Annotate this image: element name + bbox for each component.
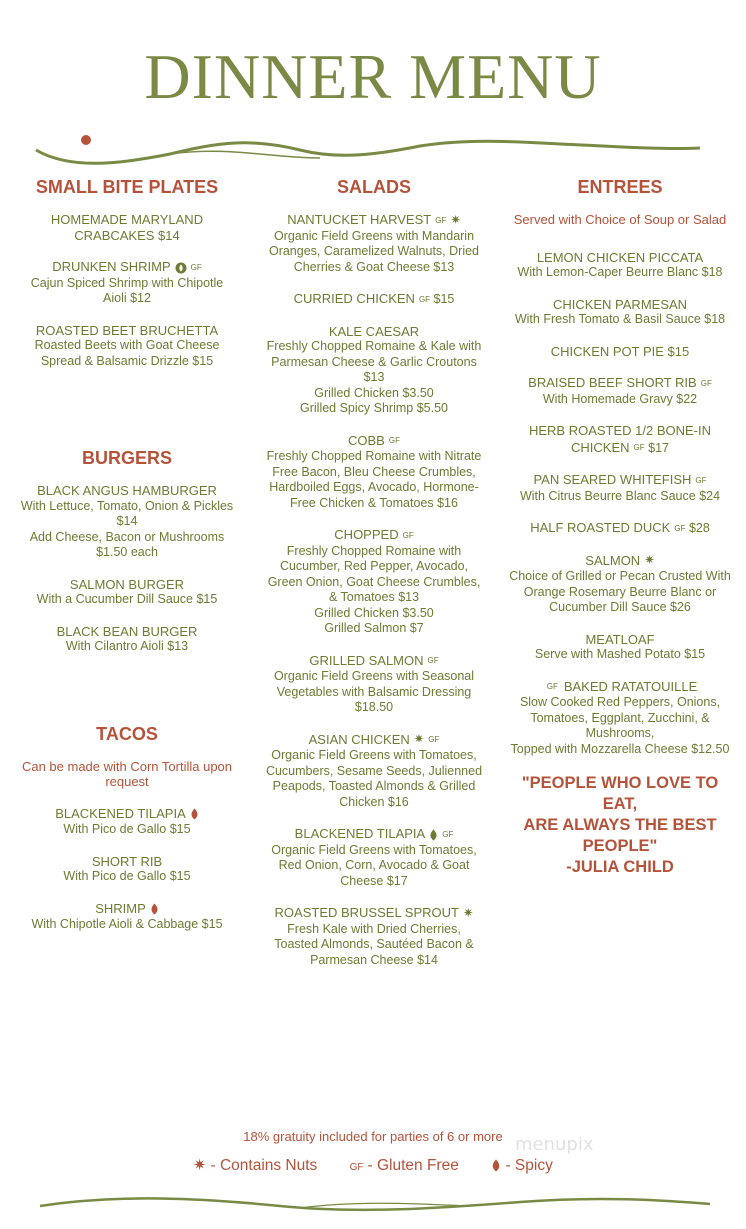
tacos-heading: TACOS: [96, 723, 158, 744]
item-name: NANTUCKET HARVEST: [287, 212, 432, 227]
gluten-free-badge: GF: [402, 530, 414, 540]
menu-item: [18, 854, 236, 885]
item-name: SALMON: [585, 552, 641, 568]
menu-item: [18, 901, 236, 933]
gluten-free-badge: GF: [674, 523, 686, 533]
legend-spicy: [491, 1157, 553, 1174]
menu-item: [508, 679, 732, 758]
item-name: BRAISED BEEF SHORT RIB: [528, 375, 697, 390]
nut-icon: ✷: [193, 1157, 207, 1174]
item-desc: Freshly Chopped Romaine with Nitrate Free Bacon, Bleu Cheese Crumbles, Hardboiled Eggs, Avocado, Hormone-Free Chicken & Tomatoes $16: [266, 449, 482, 510]
bottom-swoosh-decoration: [0, 1190, 746, 1220]
gluten-free-badge: GF: [349, 1162, 364, 1173]
item-name: HERB ROASTED 1/2 BONE-IN CHICKEN: [528, 423, 712, 455]
quote-line: ARE ALWAYS THE BEST PEOPLE": [523, 816, 717, 855]
gluten-free-badge: GF: [427, 656, 439, 666]
gluten-free-badge: GF: [695, 475, 707, 485]
item-desc: With Fresh Tomato & Basil Sauce $18: [514, 312, 726, 326]
item-desc: With Chipotle Aioli & Cabbage $15: [31, 917, 223, 931]
gluten-free-badge: GF: [633, 443, 645, 453]
item-name: GRILLED SALMON: [309, 652, 424, 668]
item-desc: With a Cucumber Dill Sauce $15: [36, 592, 218, 606]
item-extra: Grilled Salmon $7: [324, 621, 424, 635]
middle-column: [264, 176, 484, 984]
salads-heading: SALADS: [336, 177, 411, 197]
legend-gluten-free: [350, 1157, 459, 1174]
item-desc: Organic Field Greens with Tomatoes, Cucumbers, Sesame Seeds, Julienned Peapods, Toasted Almonds & Grilled Chicken $16: [265, 748, 483, 809]
small-bites-heading: SMALL BITE PLATES: [35, 177, 219, 197]
item-desc: With Cilantro Aioli $13: [65, 639, 189, 653]
menu-item: [18, 624, 236, 655]
item-desc: Organic Field Greens with Seasonal Vegetables with Balsamic Dressing $18.50: [273, 669, 475, 714]
watermark: menupix: [515, 1134, 594, 1155]
item-desc: Slow Cooked Red Peppers, Onions, Tomatoes, Eggplant, Zucchini, & Mushrooms,: [519, 695, 721, 740]
menu-item: [18, 577, 236, 608]
menu-item: [508, 297, 732, 328]
item-desc: With Pico de Gallo $15: [63, 869, 191, 883]
menu-item: [18, 212, 236, 243]
item-name: BAKED RATATOUILLE: [563, 678, 698, 694]
menu-item: [264, 433, 484, 512]
item-desc: With Pico de Gallo $15: [63, 822, 191, 836]
nut-icon: ✷: [413, 732, 425, 747]
item-desc: With Lemon-Caper Beurre Blanc $18: [517, 265, 723, 279]
tacos-note: Can be made with Corn Tortilla upon request: [21, 758, 233, 789]
menu-item: [18, 259, 236, 307]
red-dot-decoration: [81, 135, 91, 145]
item-name: KALE CAESAR: [328, 323, 420, 339]
item-price: $15: [433, 292, 455, 306]
menu-item: [18, 806, 236, 838]
nut-icon: ✷: [462, 905, 474, 920]
page-title: DINNER MENU: [144, 41, 602, 112]
item-desc: CRABCAKES $14: [74, 227, 180, 243]
nut-icon: ✷: [450, 212, 461, 227]
spicy-icon: [150, 903, 159, 915]
item-name: PAN SEARED WHITEFISH: [533, 472, 692, 487]
menu-item: [508, 375, 732, 407]
gluten-free-badge: GF: [435, 215, 447, 225]
item-desc: Cajun Spiced Shrimp with Chipotle Aioli $12: [30, 275, 224, 305]
item-extra: Grilled Chicken $3.50: [314, 385, 434, 400]
item-name: CHICKEN PARMESAN: [552, 296, 688, 312]
item-desc: Roasted Beets with Goat Cheese Spread & Balsamic Drizzle $15: [34, 338, 220, 368]
legend-nuts: [193, 1157, 317, 1174]
item-name: ASIAN CHICKEN: [308, 731, 410, 747]
item-name: HOMEMADE MARYLAND: [50, 212, 204, 227]
item-name: LEMON CHICKEN PICCATA: [536, 249, 704, 265]
menu-item: [264, 212, 484, 275]
item-name: HALF ROASTED DUCK: [530, 520, 671, 535]
item-name: BLACKENED TILAPIA: [294, 826, 426, 841]
menu-item: [264, 826, 484, 889]
menu-item: [264, 291, 484, 308]
quote-line: "PEOPLE WHO LOVE TO EAT,: [521, 774, 719, 813]
item-extra: Add Cheese, Bacon or Mushrooms $1.50 each: [29, 529, 225, 559]
item-desc: With Homemade Gravy $22: [542, 391, 698, 406]
item-name: SALMON BURGER: [69, 576, 185, 592]
menu-item: [264, 324, 484, 417]
menu-item: [264, 653, 484, 716]
item-desc: With Lettuce, Tomato, Onion & Pickles $14: [20, 498, 234, 528]
gluten-free-badge: GF: [700, 378, 712, 388]
gluten-free-badge: GF: [442, 829, 454, 839]
gluten-free-badge: GF: [190, 262, 202, 272]
top-swoosh-decoration: [0, 128, 746, 176]
gluten-free-badge: GF: [546, 682, 558, 692]
item-name: CURRIED CHICKEN: [293, 291, 415, 306]
menu-item: [508, 344, 732, 360]
entrees-note: Served with Choice of Soup or Salad: [513, 212, 727, 227]
julia-child-quote: [508, 773, 732, 878]
item-price: $17: [648, 440, 669, 455]
item-desc: Fresh Kale with Dried Cherries, Toasted Almonds, Sautéed Bacon & Parmesan Cheese $14: [274, 921, 474, 967]
item-name: CHOPPED: [334, 527, 399, 542]
item-desc: Choice of Grilled or Pecan Crusted With Orange Rosemary Beurre Blanc or Cucumber Dill Sauce $26: [509, 569, 731, 614]
gluten-free-badge: GF: [428, 735, 440, 745]
menu-item: [508, 250, 732, 281]
item-desc: Serve with Mashed Potato $15: [534, 647, 706, 661]
menu-item: [264, 905, 484, 968]
item-name: ROASTED BEET BRUCHETTA: [35, 322, 219, 338]
item-name: ROASTED BRUSSEL SPROUT: [274, 905, 459, 920]
item-name: DRUNKEN SHRIMP: [52, 259, 171, 274]
item-name: SHORT RIB: [91, 853, 163, 869]
item-name: BLACK BEAN BURGER: [56, 623, 198, 639]
menu-item: [18, 323, 236, 370]
menu-item: [508, 520, 732, 537]
item-desc: Freshly Chopped Romaine & Kale with Parmesan Cheese & Garlic Croutons $13: [266, 339, 482, 384]
item-extra: Topped with Mozzarella Cheese $12.50: [510, 741, 730, 756]
spicy-icon: [491, 1159, 501, 1172]
burgers-heading: BURGERS: [81, 448, 172, 468]
item-price: $28: [688, 521, 710, 535]
item-desc: Organic Field Greens with Tomatoes, Red Onion, Corn, Avocado & Goat Cheese $17: [271, 842, 477, 888]
menu-item: [508, 472, 732, 504]
legend-gf-label: - Gluten Free: [367, 1157, 459, 1174]
menu-item: [264, 527, 484, 637]
item-desc: Organic Field Greens with Mandarin Oranges, Caramelized Walnuts, Dried Cherries & Goat Cheese $13: [268, 228, 480, 274]
menu-item: [508, 553, 732, 616]
right-column: [508, 176, 732, 878]
menu-item: [18, 483, 236, 561]
spicy-icon: [175, 262, 187, 274]
legend-spicy-label: - Spicy: [505, 1157, 553, 1174]
item-name: BLACKENED TILAPIA: [55, 805, 186, 821]
item-name: CHICKEN POT PIE $15: [550, 343, 690, 359]
item-name: BLACK ANGUS HAMBURGER: [37, 483, 217, 498]
legend: [0, 1156, 746, 1175]
menu-item: [264, 732, 484, 811]
entrees-heading: ENTREES: [577, 177, 663, 197]
legend-nuts-label: - Contains Nuts: [210, 1157, 318, 1174]
spicy-icon: [429, 829, 438, 841]
gluten-free-badge: GF: [388, 436, 400, 446]
spicy-icon: [190, 808, 199, 820]
item-extra: Grilled Spicy Shrimp $5.50: [300, 401, 448, 415]
nut-icon: ✷: [644, 553, 655, 568]
menu-item: [508, 632, 732, 663]
item-desc: With Citrus Beurre Blanc Sauce $24: [519, 488, 721, 503]
gluten-free-badge: GF: [418, 294, 431, 304]
menu-item: [508, 423, 732, 456]
item-extra: Grilled Chicken $3.50: [314, 605, 434, 620]
gratuity-note: 18% gratuity included for parties of 6 or more: [243, 1129, 503, 1144]
item-desc: Freshly Chopped Romaine with Cucumber, Red Pepper, Avocado, Green Onion, Goat Cheese Crumbles, & Tomatoes $13: [267, 543, 481, 604]
item-name: MEATLOAF: [585, 631, 655, 647]
quote-author: -JULIA CHILD: [566, 858, 674, 876]
item-name: COBB: [348, 432, 385, 448]
item-name: SHRIMP: [95, 900, 146, 916]
left-column: [18, 176, 236, 949]
